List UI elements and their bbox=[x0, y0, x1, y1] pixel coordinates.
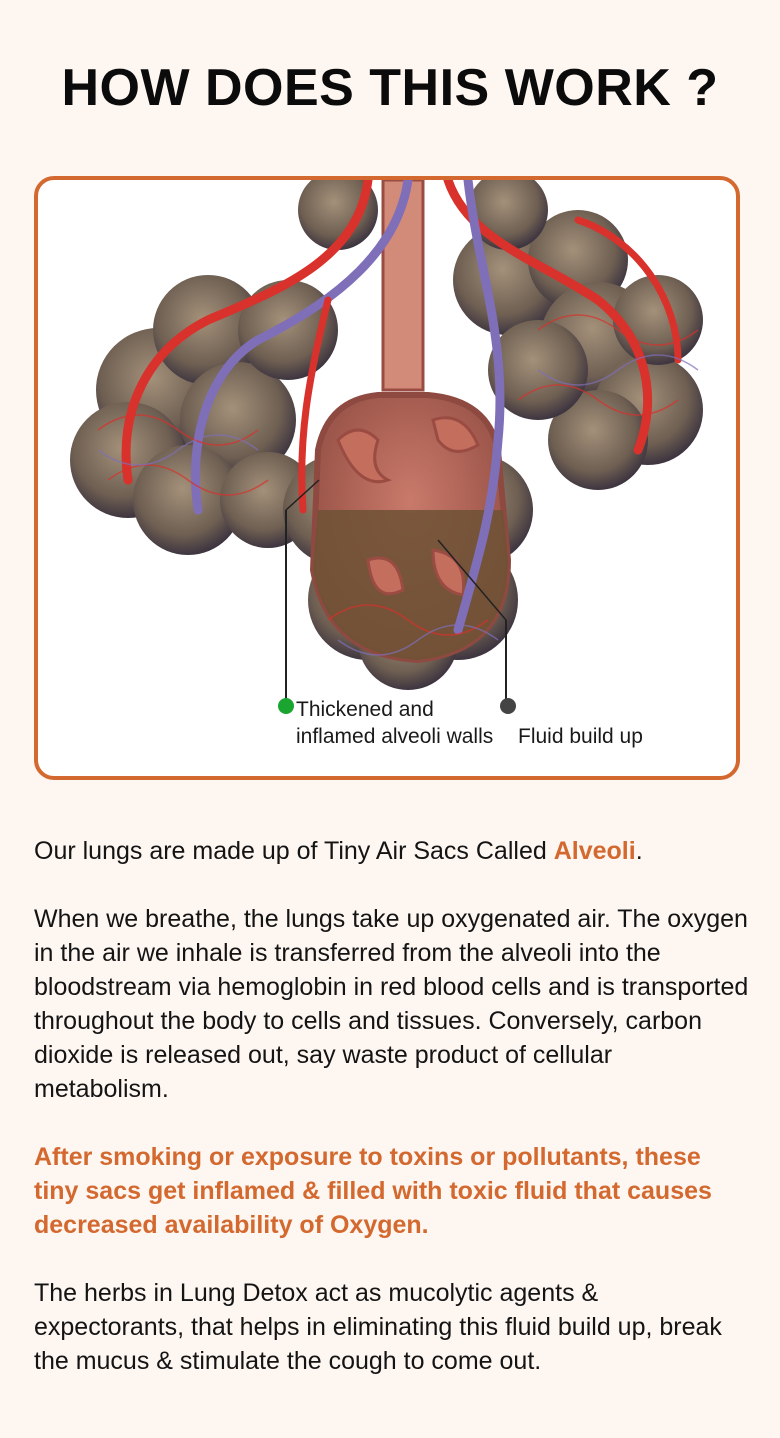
page-title: HOW DOES THIS WORK ? bbox=[61, 59, 719, 117]
label-fluid-build-up: Fluid build up bbox=[518, 725, 643, 748]
alveoli-highlight: Alveoli bbox=[553, 837, 636, 865]
paragraph-breathing: When we breathe, the lungs take up oxygenated air. The oxygen in the air we inhale is transferred from the alveoli into the bloodstream via hemoglobin in red blood cells and is transported throughout the body to cells and tissues. Conversely, carbon dioxide is released out, say waste product of cellular metabolism. bbox=[34, 905, 749, 1103]
thickened-marker-icon bbox=[278, 698, 294, 714]
paragraph-smoking-warning: After smoking or exposure to toxins or pollutants, these tiny sacs get inflamed & filled with toxic fluid that causes decreased availability of Oxygen. bbox=[34, 1143, 712, 1239]
fluid-marker-icon bbox=[500, 698, 516, 714]
label-thickened-alveoli: Thickened and inflamed alveoli walls bbox=[296, 698, 494, 748]
p1-prefix: Our lungs are made up of Tiny Air Sacs Called bbox=[34, 837, 554, 865]
p1-suffix: . bbox=[635, 837, 643, 865]
paragraph-lung-detox: The herbs in Lung Detox act as mucolytic agents & expectorants, that helps in eliminating this fluid build up, break the mucus & stimulate the cough to come out. bbox=[34, 1279, 722, 1375]
alveoli-diagram-frame bbox=[34, 176, 740, 780]
paragraph-alveoli bbox=[34, 834, 750, 868]
alveoli-illustration bbox=[38, 180, 740, 780]
